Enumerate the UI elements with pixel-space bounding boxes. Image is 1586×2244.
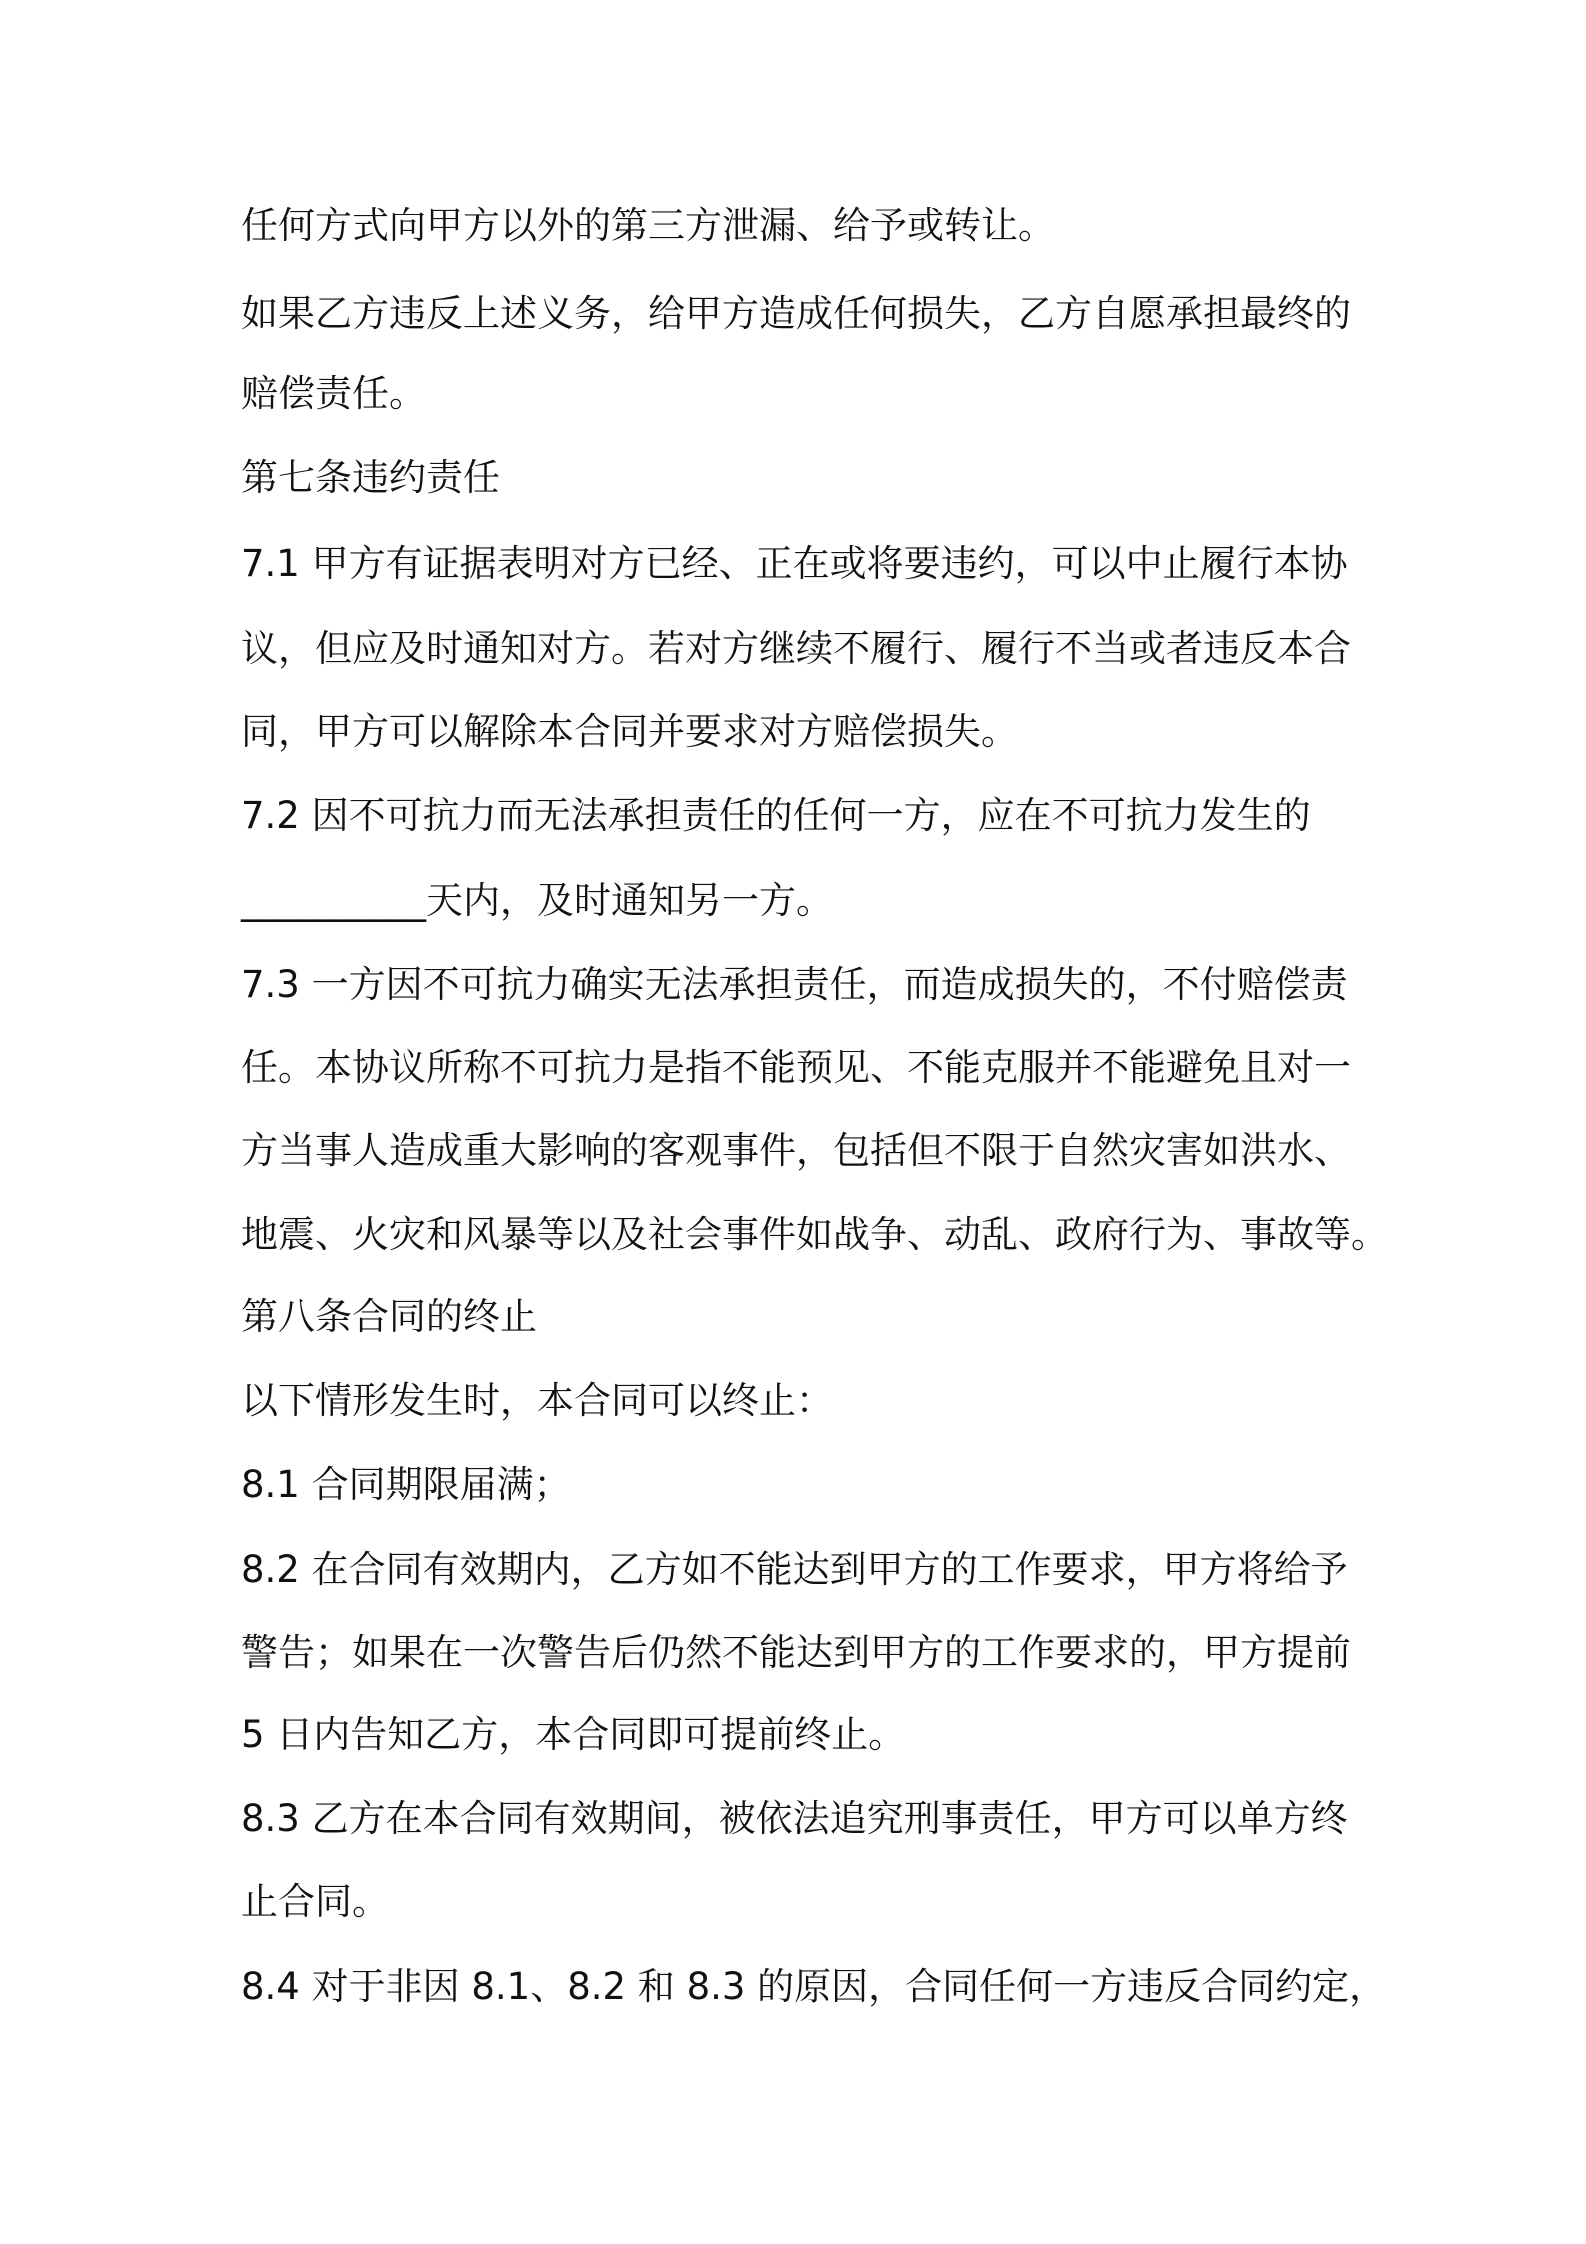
text-line: 止合同。 — [241, 1880, 389, 1923]
text-line: 警告；如果在一次警告后仍然不能达到甲方的工作要求的，甲方提前 — [241, 1631, 1351, 1674]
text-line: 5 日内告知乙方，本合同即可提前终止。 — [241, 1713, 906, 1756]
text-line: 8.4 对于非因 8.1、8.2 和 8.3 的原因，合同任何一方违反合同约定， — [241, 1965, 1387, 2008]
text-line: 地震、火灾和风暴等以及社会事件如战争、动乱、政府行为、事故等。 — [241, 1213, 1388, 1256]
text-line: __________天内，及时通知另一方。 — [241, 879, 833, 922]
text-line: 7.1 甲方有证据表明对方已经、正在或将要违约，可以中止履行本协 — [241, 542, 1348, 585]
text-line: 任何方式向甲方以外的第三方泄漏、给予或转让。 — [241, 204, 1055, 247]
text-line: 赔偿责任。 — [241, 372, 426, 415]
text-line: 7.3 一方因不可抗力确实无法承担责任，而造成损失的，不付赔偿责 — [241, 963, 1348, 1006]
text-line: 同，甲方可以解除本合同并要求对方赔偿损失。 — [241, 710, 1018, 753]
section-heading: 第七条违约责任 — [241, 456, 500, 499]
text-line: 7.2 因不可抗力而无法承担责任的任何一方，应在不可抗力发生的 — [241, 794, 1311, 837]
text-line: 任。本协议所称不可抗力是指不能预见、不能克服并不能避免且对一 — [241, 1046, 1351, 1089]
text-line: 8.2 在合同有效期内，乙方如不能达到甲方的工作要求，甲方将给予 — [241, 1548, 1348, 1591]
text-line: 议，但应及时通知对方。若对方继续不履行、履行不当或者违反本合 — [241, 627, 1351, 670]
text-line: 8.1 合同期限届满； — [241, 1463, 571, 1506]
text-line: 如果乙方违反上述义务，给甲方造成任何损失，乙方自愿承担最终的 — [241, 292, 1351, 335]
text-line: 方当事人造成重大影响的客观事件，包括但不限于自然灾害如洪水、 — [241, 1129, 1351, 1172]
text-line: 以下情形发生时，本合同可以终止： — [241, 1379, 833, 1422]
section-heading: 第八条合同的终止 — [241, 1295, 537, 1338]
text-line: 8.3 乙方在本合同有效期间，被依法追究刑事责任，甲方可以单方终 — [241, 1797, 1348, 1840]
